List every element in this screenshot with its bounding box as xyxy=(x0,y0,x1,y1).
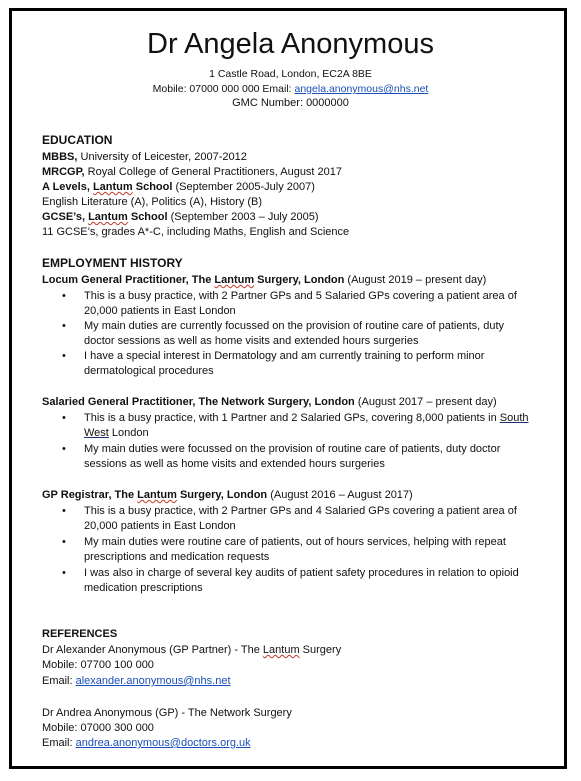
mobile-text: Mobile: 07000 000 000 Email: xyxy=(152,83,295,95)
contact-line xyxy=(0,82,581,96)
ref1-name: Dr Alexander Anonymous (GP Partner) - The Lantum Surgery xyxy=(42,644,342,656)
job-title: GP Registrar, The Lantum Surgery, London (August 2016 – August 2017) xyxy=(42,489,413,501)
place-link: South West xyxy=(84,412,529,440)
list-item: • This is a busy practice, with 1 Partner and 2 Salaried GPs, covering 8,000 patients in South West London xyxy=(62,412,529,440)
address: 1 Castle Road, London, EC2A 8BE xyxy=(209,68,372,80)
ref1-email: Email: alexander.anonymous@nhs.net xyxy=(42,675,231,687)
edu-mrcgp: MRCGP, Royal College of General Practitioners, August 2017 xyxy=(42,166,343,178)
job-title: Locum General Practitioner, The Lantum Surgery, London (August 2019 – present day) xyxy=(42,274,487,286)
references-heading: REFERENCES xyxy=(42,628,118,640)
list-item: • I have a special interest in Dermatology and am currently training to perform minor dermatological procedures xyxy=(62,350,485,378)
list-item: • My main duties are currently focussed on the provision of routine care of patients, duty doctor sessions as well as home visits and extended hours surgeries xyxy=(62,320,505,348)
ref2-email-link[interactable]: andrea.anonymous@doctors.org.uk xyxy=(75,737,251,749)
edu-gcse-detail: 11 GCSE’s, grades A*-C, including Maths, English and Science xyxy=(42,226,350,238)
list-item: • This is a busy practice, with 2 Partner GPs and 4 Salaried GPs covering a patient area of 20,000 patients in East London xyxy=(62,505,517,533)
list-item: • This is a busy practice, with 2 Partner GPs and 5 Salaried GPs covering a patient area of 20,000 patients in East London xyxy=(62,290,517,318)
list-item: • My main duties were routine care of patients, out of hours services, helping with repeat prescriptions and medication requests xyxy=(62,536,506,564)
ref2-name: Dr Andrea Anonymous (GP) - The Network Surgery xyxy=(42,707,292,719)
edu-gcse: GCSE’s, Lantum School (September 2003 – July 2005) xyxy=(42,211,319,223)
ref1-email-link[interactable]: alexander.anonymous@nhs.net xyxy=(75,675,231,687)
job-title: Salaried General Practitioner, The Network Surgery, London (August 2017 – present day) xyxy=(42,396,497,408)
education-heading: EDUCATION xyxy=(42,133,113,147)
candidate-name: Dr Angela Anonymous xyxy=(147,28,434,60)
list-item: • I was also in charge of several key audits of patient safety procedures in relation to opioid medication prescriptions xyxy=(62,567,519,595)
edu-alevels: A Levels, Lantum School (September 2005-July 2007) xyxy=(42,181,315,193)
edu-mbbs: MBBS, University of Leicester, 2007-2012 xyxy=(42,151,247,163)
employment-heading: EMPLOYMENT HISTORY xyxy=(42,256,183,270)
edu-alevels-subjects: English Literature (A), Politics (A), History (B) xyxy=(42,196,263,208)
ref2-email: Email: andrea.anonymous@doctors.org.uk xyxy=(42,737,251,749)
gmc-number: GMC Number: 0000000 xyxy=(232,97,349,109)
ref1-mobile: Mobile: 07700 100 000 xyxy=(42,659,154,671)
list-item: • My main duties were focussed on the provision of routine care of patients, duty doctor sessions as well as home visits and extended hours surgeries xyxy=(62,443,501,471)
ref2-mobile: Mobile: 07000 300 000 xyxy=(42,722,154,734)
email-link[interactable]: angela.anonymous@nhs.net xyxy=(294,83,429,95)
